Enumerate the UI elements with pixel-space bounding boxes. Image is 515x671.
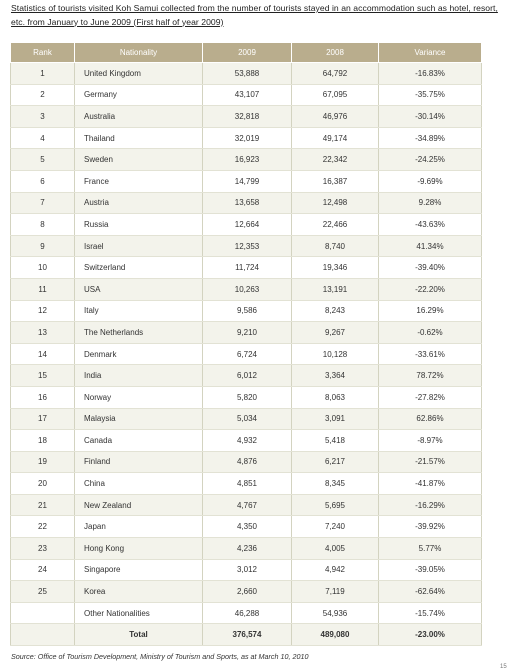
- table-row: [11, 343, 482, 365]
- count-2008-cell: 54,936: [292, 602, 379, 624]
- count-2008-cell: 5,418: [292, 430, 379, 452]
- rank-cell: 6: [11, 170, 75, 192]
- table-row: [11, 602, 482, 624]
- count-2009-cell: 5,034: [203, 408, 292, 430]
- variance-cell: -0.62%: [379, 322, 482, 344]
- count-2008-cell: 8,740: [292, 235, 379, 257]
- variance-cell: -43.63%: [379, 214, 482, 236]
- variance-cell: -9.69%: [379, 170, 482, 192]
- variance-cell: 9.28%: [379, 192, 482, 214]
- count-2008-cell: 13,191: [292, 278, 379, 300]
- rank-cell: 24: [11, 559, 75, 581]
- table-row: [11, 106, 482, 128]
- rank-cell: 4: [11, 127, 75, 149]
- variance-cell: -39.05%: [379, 559, 482, 581]
- count-2008-cell: 22,342: [292, 149, 379, 171]
- table-row: [11, 84, 482, 106]
- nationality-cell: Malaysia: [75, 408, 203, 430]
- count-2009-cell: 4,350: [203, 516, 292, 538]
- count-2009-cell: 46,288: [203, 602, 292, 624]
- count-2008-cell: 22,466: [292, 214, 379, 236]
- count-2009-cell: 32,818: [203, 106, 292, 128]
- variance-cell: -33.61%: [379, 343, 482, 365]
- variance-cell: -41.87%: [379, 473, 482, 495]
- rank-cell: 3: [11, 106, 75, 128]
- table-row: [11, 430, 482, 452]
- nationality-cell: Finland: [75, 451, 203, 473]
- rank-cell: 18: [11, 430, 75, 452]
- rank-cell: 19: [11, 451, 75, 473]
- table-row: [11, 494, 482, 516]
- table-row: [11, 192, 482, 214]
- count-2009-cell: 6,724: [203, 343, 292, 365]
- table-row: [11, 149, 482, 171]
- count-2009-cell: 4,876: [203, 451, 292, 473]
- table-row: [11, 538, 482, 560]
- nationality-cell: Russia: [75, 214, 203, 236]
- count-2008-cell: 8,063: [292, 386, 379, 408]
- count-2009-cell: 16,923: [203, 149, 292, 171]
- rank-cell: 15: [11, 365, 75, 387]
- count-2009-cell: 12,353: [203, 235, 292, 257]
- table-row: [11, 365, 482, 387]
- table-row: [11, 516, 482, 538]
- table-row: [11, 300, 482, 322]
- count-2008-cell: 12,498: [292, 192, 379, 214]
- rank-cell: [11, 602, 75, 624]
- header-2009: 2009: [203, 43, 292, 63]
- count-2009-cell: 10,263: [203, 278, 292, 300]
- rank-cell: 9: [11, 235, 75, 257]
- rank-cell: 5: [11, 149, 75, 171]
- total-variance: -23.00%: [379, 624, 482, 646]
- count-2008-cell: 9,267: [292, 322, 379, 344]
- nationality-cell: China: [75, 473, 203, 495]
- rank-cell: 14: [11, 343, 75, 365]
- rank-cell: 22: [11, 516, 75, 538]
- count-2008-cell: 5,695: [292, 494, 379, 516]
- nationality-cell: Thailand: [75, 127, 203, 149]
- nationality-cell: Israel: [75, 235, 203, 257]
- count-2009-cell: 9,586: [203, 300, 292, 322]
- variance-cell: -24.25%: [379, 149, 482, 171]
- rank-cell: 25: [11, 581, 75, 603]
- variance-cell: 5.77%: [379, 538, 482, 560]
- table-body: [11, 63, 482, 646]
- variance-cell: 16.29%: [379, 300, 482, 322]
- rank-cell: 12: [11, 300, 75, 322]
- count-2008-cell: 19,346: [292, 257, 379, 279]
- table-row: [11, 322, 482, 344]
- nationality-cell: Singapore: [75, 559, 203, 581]
- count-2008-cell: 3,364: [292, 365, 379, 387]
- variance-cell: -30.14%: [379, 106, 482, 128]
- variance-cell: -21.57%: [379, 451, 482, 473]
- count-2008-cell: 7,119: [292, 581, 379, 603]
- total-2008: 489,080: [292, 624, 379, 646]
- variance-cell: -15.74%: [379, 602, 482, 624]
- tourist-statistics-table: [10, 42, 482, 646]
- nationality-cell: Canada: [75, 430, 203, 452]
- variance-cell: -39.92%: [379, 516, 482, 538]
- count-2008-cell: 4,005: [292, 538, 379, 560]
- count-2009-cell: 3,012: [203, 559, 292, 581]
- count-2008-cell: 6,217: [292, 451, 379, 473]
- count-2009-cell: 4,851: [203, 473, 292, 495]
- table-row: [11, 559, 482, 581]
- count-2009-cell: 9,210: [203, 322, 292, 344]
- table-row: [11, 214, 482, 236]
- count-2009-cell: 4,767: [203, 494, 292, 516]
- nationality-cell: Hong Kong: [75, 538, 203, 560]
- table-row: [11, 386, 482, 408]
- nationality-cell: Korea: [75, 581, 203, 603]
- nationality-cell: Norway: [75, 386, 203, 408]
- page-number: 15: [500, 664, 507, 670]
- header-variance: Variance: [379, 43, 482, 63]
- count-2008-cell: 10,128: [292, 343, 379, 365]
- count-2008-cell: 67,095: [292, 84, 379, 106]
- nationality-cell: New Zealand: [75, 494, 203, 516]
- table-row: [11, 451, 482, 473]
- count-2008-cell: 16,387: [292, 170, 379, 192]
- total-label: Total: [75, 624, 203, 646]
- nationality-cell: France: [75, 170, 203, 192]
- rank-cell: 16: [11, 386, 75, 408]
- nationality-cell: The Netherlands: [75, 322, 203, 344]
- nationality-cell: Austria: [75, 192, 203, 214]
- count-2008-cell: 8,345: [292, 473, 379, 495]
- count-2009-cell: 32,019: [203, 127, 292, 149]
- count-2009-cell: 6,012: [203, 365, 292, 387]
- rank-cell: 11: [11, 278, 75, 300]
- document-title: Statistics of tourists visited Koh Samui collected from the number of tourists stayed in an accommodation such as hotel, resort, etc. from January to June 2009 (First half of year 2009): [11, 3, 498, 27]
- count-2009-cell: 14,799: [203, 170, 292, 192]
- nationality-cell: India: [75, 365, 203, 387]
- variance-cell: -22.20%: [379, 278, 482, 300]
- rank-cell: 8: [11, 214, 75, 236]
- total-row: [11, 624, 482, 646]
- count-2009-cell: 5,820: [203, 386, 292, 408]
- nationality-cell: Australia: [75, 106, 203, 128]
- nationality-cell: Sweden: [75, 149, 203, 171]
- table-row: [11, 127, 482, 149]
- count-2008-cell: 64,792: [292, 63, 379, 85]
- count-2009-cell: 2,660: [203, 581, 292, 603]
- variance-cell: -16.83%: [379, 63, 482, 85]
- count-2009-cell: 53,888: [203, 63, 292, 85]
- rank-cell: 2: [11, 84, 75, 106]
- variance-cell: -27.82%: [379, 386, 482, 408]
- count-2008-cell: 8,243: [292, 300, 379, 322]
- rank-cell: 17: [11, 408, 75, 430]
- header-nationality: Nationality: [75, 43, 203, 63]
- rank-cell: 1: [11, 63, 75, 85]
- rank-cell: 10: [11, 257, 75, 279]
- nationality-cell: Other Nationalities: [75, 602, 203, 624]
- variance-cell: -35.75%: [379, 84, 482, 106]
- count-2009-cell: 4,932: [203, 430, 292, 452]
- variance-cell: 62.86%: [379, 408, 482, 430]
- variance-cell: 78.72%: [379, 365, 482, 387]
- variance-cell: -34.89%: [379, 127, 482, 149]
- nationality-cell: Denmark: [75, 343, 203, 365]
- count-2009-cell: 13,658: [203, 192, 292, 214]
- nationality-cell: USA: [75, 278, 203, 300]
- nationality-cell: Japan: [75, 516, 203, 538]
- table-row: [11, 257, 482, 279]
- table-header-row: [11, 43, 482, 63]
- rank-cell: 23: [11, 538, 75, 560]
- count-2008-cell: 49,174: [292, 127, 379, 149]
- variance-cell: -16.29%: [379, 494, 482, 516]
- table-row: [11, 170, 482, 192]
- header-rank: Rank: [11, 43, 75, 63]
- count-2009-cell: 4,236: [203, 538, 292, 560]
- count-2009-cell: 11,724: [203, 257, 292, 279]
- variance-cell: -62.64%: [379, 581, 482, 603]
- count-2008-cell: 7,240: [292, 516, 379, 538]
- total-rank-cell: [11, 624, 75, 646]
- variance-cell: -39.40%: [379, 257, 482, 279]
- nationality-cell: Germany: [75, 84, 203, 106]
- rank-cell: 20: [11, 473, 75, 495]
- table-row: [11, 581, 482, 603]
- source-note: Source: Office of Tourism Development, Ministry of Tourism and Sports, as at March 10, 2010: [11, 652, 309, 661]
- count-2008-cell: 4,942: [292, 559, 379, 581]
- count-2008-cell: 46,976: [292, 106, 379, 128]
- nationality-cell: United Kingdom: [75, 63, 203, 85]
- variance-cell: -8.97%: [379, 430, 482, 452]
- table-row: [11, 473, 482, 495]
- total-2009: 376,574: [203, 624, 292, 646]
- count-2009-cell: 12,664: [203, 214, 292, 236]
- table-row: [11, 408, 482, 430]
- header-2008: 2008: [292, 43, 379, 63]
- rank-cell: 7: [11, 192, 75, 214]
- rank-cell: 13: [11, 322, 75, 344]
- count-2009-cell: 43,107: [203, 84, 292, 106]
- table-row: [11, 63, 482, 85]
- variance-cell: 41.34%: [379, 235, 482, 257]
- nationality-cell: Italy: [75, 300, 203, 322]
- nationality-cell: Switzerland: [75, 257, 203, 279]
- table-row: [11, 278, 482, 300]
- rank-cell: 21: [11, 494, 75, 516]
- table-row: [11, 235, 482, 257]
- count-2008-cell: 3,091: [292, 408, 379, 430]
